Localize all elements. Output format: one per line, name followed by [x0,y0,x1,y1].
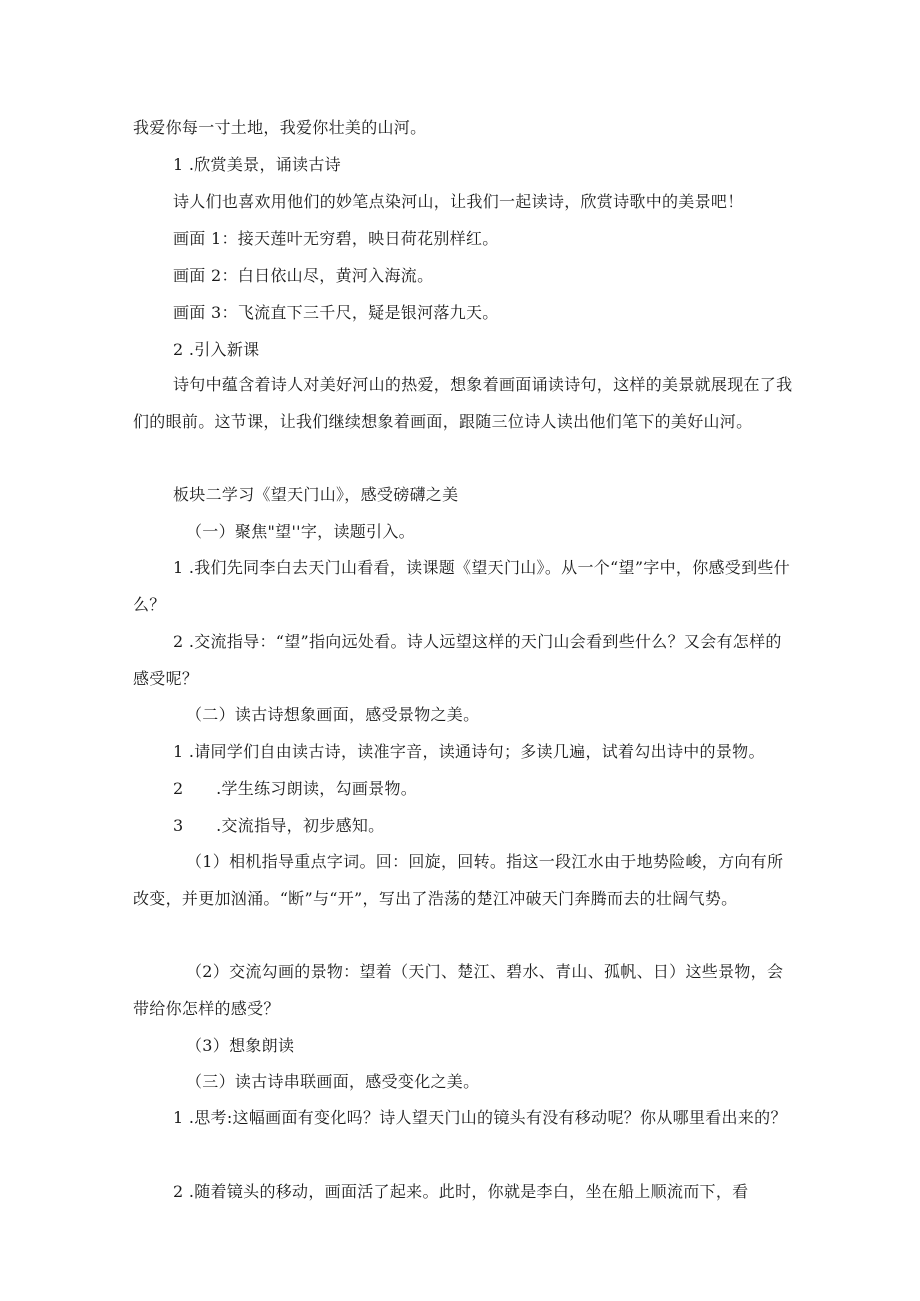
paragraph-practice-reading: 2 .学生练习朗读，勾画景物。 [173,779,418,798]
subheading-focus-wang: （一）聚焦"望''字，读题引入。 [186,522,415,541]
paragraph-key-words: （1）相机指导重点字词。回：回旋，回转。指这一段江水由于地势险峻，方向有所改变，并更加汹涌。“断”与“开”，写出了浩荡的楚江冲破天门奔腾而去的壮阔气势。 [133,852,784,908]
paragraph-camera-movement: 2 .随着镜头的移动，画面活了起来。此时，你就是李白，坐在船上顺流而下，看 [173,1182,749,1201]
heading-new-lesson: 2 .引入新课 [173,340,260,359]
paragraph-free-reading: 1 .请同学们自由读古诗，读准字音，读通诗句；多读几遍，试着勾出诗中的景物。 [173,742,765,761]
picture-2-line: 画面 2：白日依山尽，黄河入海流。 [173,266,434,285]
heading-appreciate-scenery: 1 .欣赏美景，诵读古诗 [173,155,341,174]
subheading-change-beauty: （三）读古诗串联画面，感受变化之美。 [186,1072,480,1091]
paragraph-exchange-guidance: 3 .交流指导，初步感知。 [173,816,385,835]
paragraph-think-changes: 1 .思考:这幅画面有变化吗？诗人望天门山的镜头有没有移动呢？你从哪里看出来的？ [173,1108,787,1127]
paragraph-poets: 诗人们也喜欢用他们的妙笔点染河山，让我们一起读诗，欣赏诗歌中的美景吧！ [173,192,744,211]
paragraph-lesson-intro: 诗句中蕴含着诗人对美好河山的热爱，想象着画面诵读诗句，这样的美景就展现在了我们的眼前。这节课，让我们继续想象着画面，跟随三位诗人读出他们笔下的美好山河。 [133,375,793,431]
subheading-read-imagine: （二）读古诗想象画面，感受景物之美。 [186,705,480,724]
paragraph-imagine-reading: （3）想象朗读 [186,1036,295,1055]
picture-3-line: 画面 3：飞流直下三千尺，疑是银河落九天。 [173,303,499,322]
paragraph-intro-line: 我爱你每一寸土地，我爱你壮美的山河。 [133,118,427,137]
picture-1-line: 画面 1：接天莲叶无穷碧，映日荷花别样红。 [173,229,499,248]
paragraph-scenery-feelings: （2）交流勾画的景物：望着（天门、楚江、碧水、青山、孤帆、日）这些景物，会带给你怎样的感受？ [133,962,784,1018]
paragraph-step-1-title: 1 .我们先同李白去天门山看看，读课题《望天门山》。从一个“望”字中，你感受到些什么？ [133,558,791,614]
section-heading-block-two: 板块二学习《望天门山》，感受磅礴之美 [173,485,459,504]
paragraph-step-2-guidance: 2 .交流指导：“望”指向远处看。诗人远望这样的天门山会看到些什么？又会有怎样的感受呢？ [133,632,782,688]
